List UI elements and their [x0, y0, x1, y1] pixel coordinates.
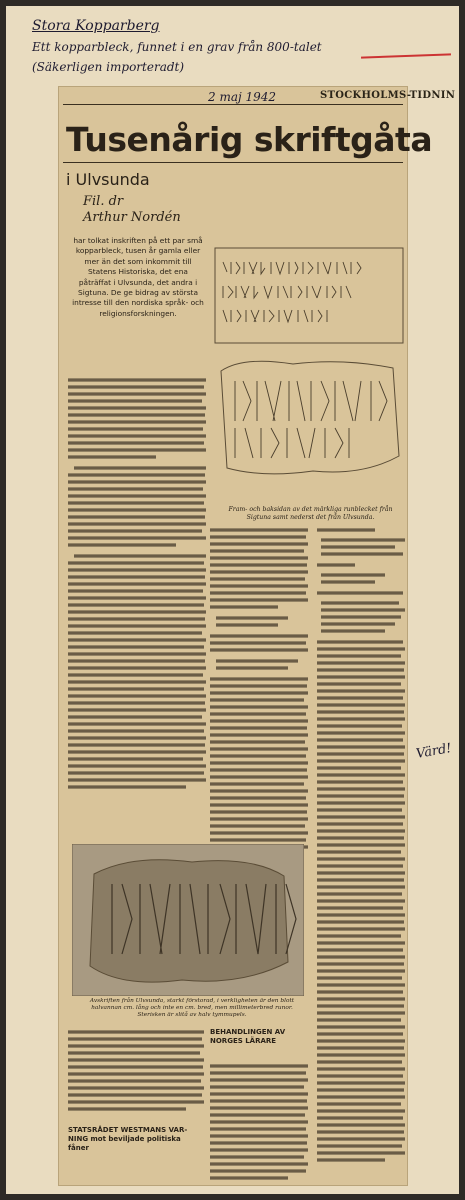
title-rule: [63, 162, 403, 163]
article-title: Tusenårig skriftgåta: [66, 120, 433, 159]
section-head-norway: BEHANDLINGEN AV NORGES LÄRARE: [210, 1028, 286, 1045]
annotation-line-1: Stora Kopparberg: [32, 18, 160, 34]
photo-caption: Avskriften från Ulvsunda, starkt förstorad, i verkligheten är den blott halvannan cm. lång och inte en cm. bred, men millimeterbred runor. Sterisken är slitå av halv tymmupels.: [89, 998, 295, 1018]
author-name: Arthur Nordén: [83, 210, 181, 225]
body-column-1: [66, 376, 208, 796]
rune-plate-back: [221, 361, 399, 474]
rune-lines-front: [223, 262, 361, 322]
body-column-3-text: [317, 530, 405, 1160]
section-head-westman: STATSRÅDET WESTMANS VAR-NING mot beviljade politiska fåner: [68, 1126, 188, 1152]
rune-plate-front: [215, 248, 403, 343]
date-stamp: 2 maj 1942: [208, 90, 277, 104]
body-column-4-text: [68, 1032, 204, 1109]
red-underline: [361, 53, 451, 58]
drawing-caption: Fram- och baksidan av det märkliga runblecket från Sigtuna samt nederst det från Ulvsunda.: [228, 506, 393, 521]
ulvsunda-plate-photo: [72, 844, 304, 996]
body-column-5-text: [210, 1066, 308, 1178]
body-column-4: [66, 1028, 206, 1178]
body-column-2-text: [210, 530, 308, 854]
newspaper-name: STOCKHOLMS-TIDNIN: [320, 90, 456, 101]
annotation-line-2: Ett kopparbleck, funnet i en grav från 800-talet: [32, 40, 322, 54]
clipping-sheet: [6, 6, 459, 1194]
body-column-1-text: [68, 380, 206, 787]
rune-drawing: [213, 246, 405, 501]
body-column-3: [315, 526, 407, 1176]
article-subtitle: i Ulvsunda: [66, 170, 150, 189]
rune-lines-back: [235, 381, 387, 458]
annotation-line-3: (Säkerligen importeradt): [32, 60, 185, 74]
article-lede: har tolkat inskriften på ett par små kopparbleck, tusen år gamla eller mer än det som inkommit till Statens Historiska, det ena påträffat i Ulvsunda, det andra i Sigtuna. De ge bidrag av största intresse till den nordiska språk- och religionsforskningen.: [72, 236, 204, 318]
author-title: Fil. dr: [83, 194, 124, 209]
body-column-5: [208, 1052, 310, 1194]
annotation-vard: Värd!: [414, 741, 453, 762]
header-rule: [63, 104, 403, 105]
